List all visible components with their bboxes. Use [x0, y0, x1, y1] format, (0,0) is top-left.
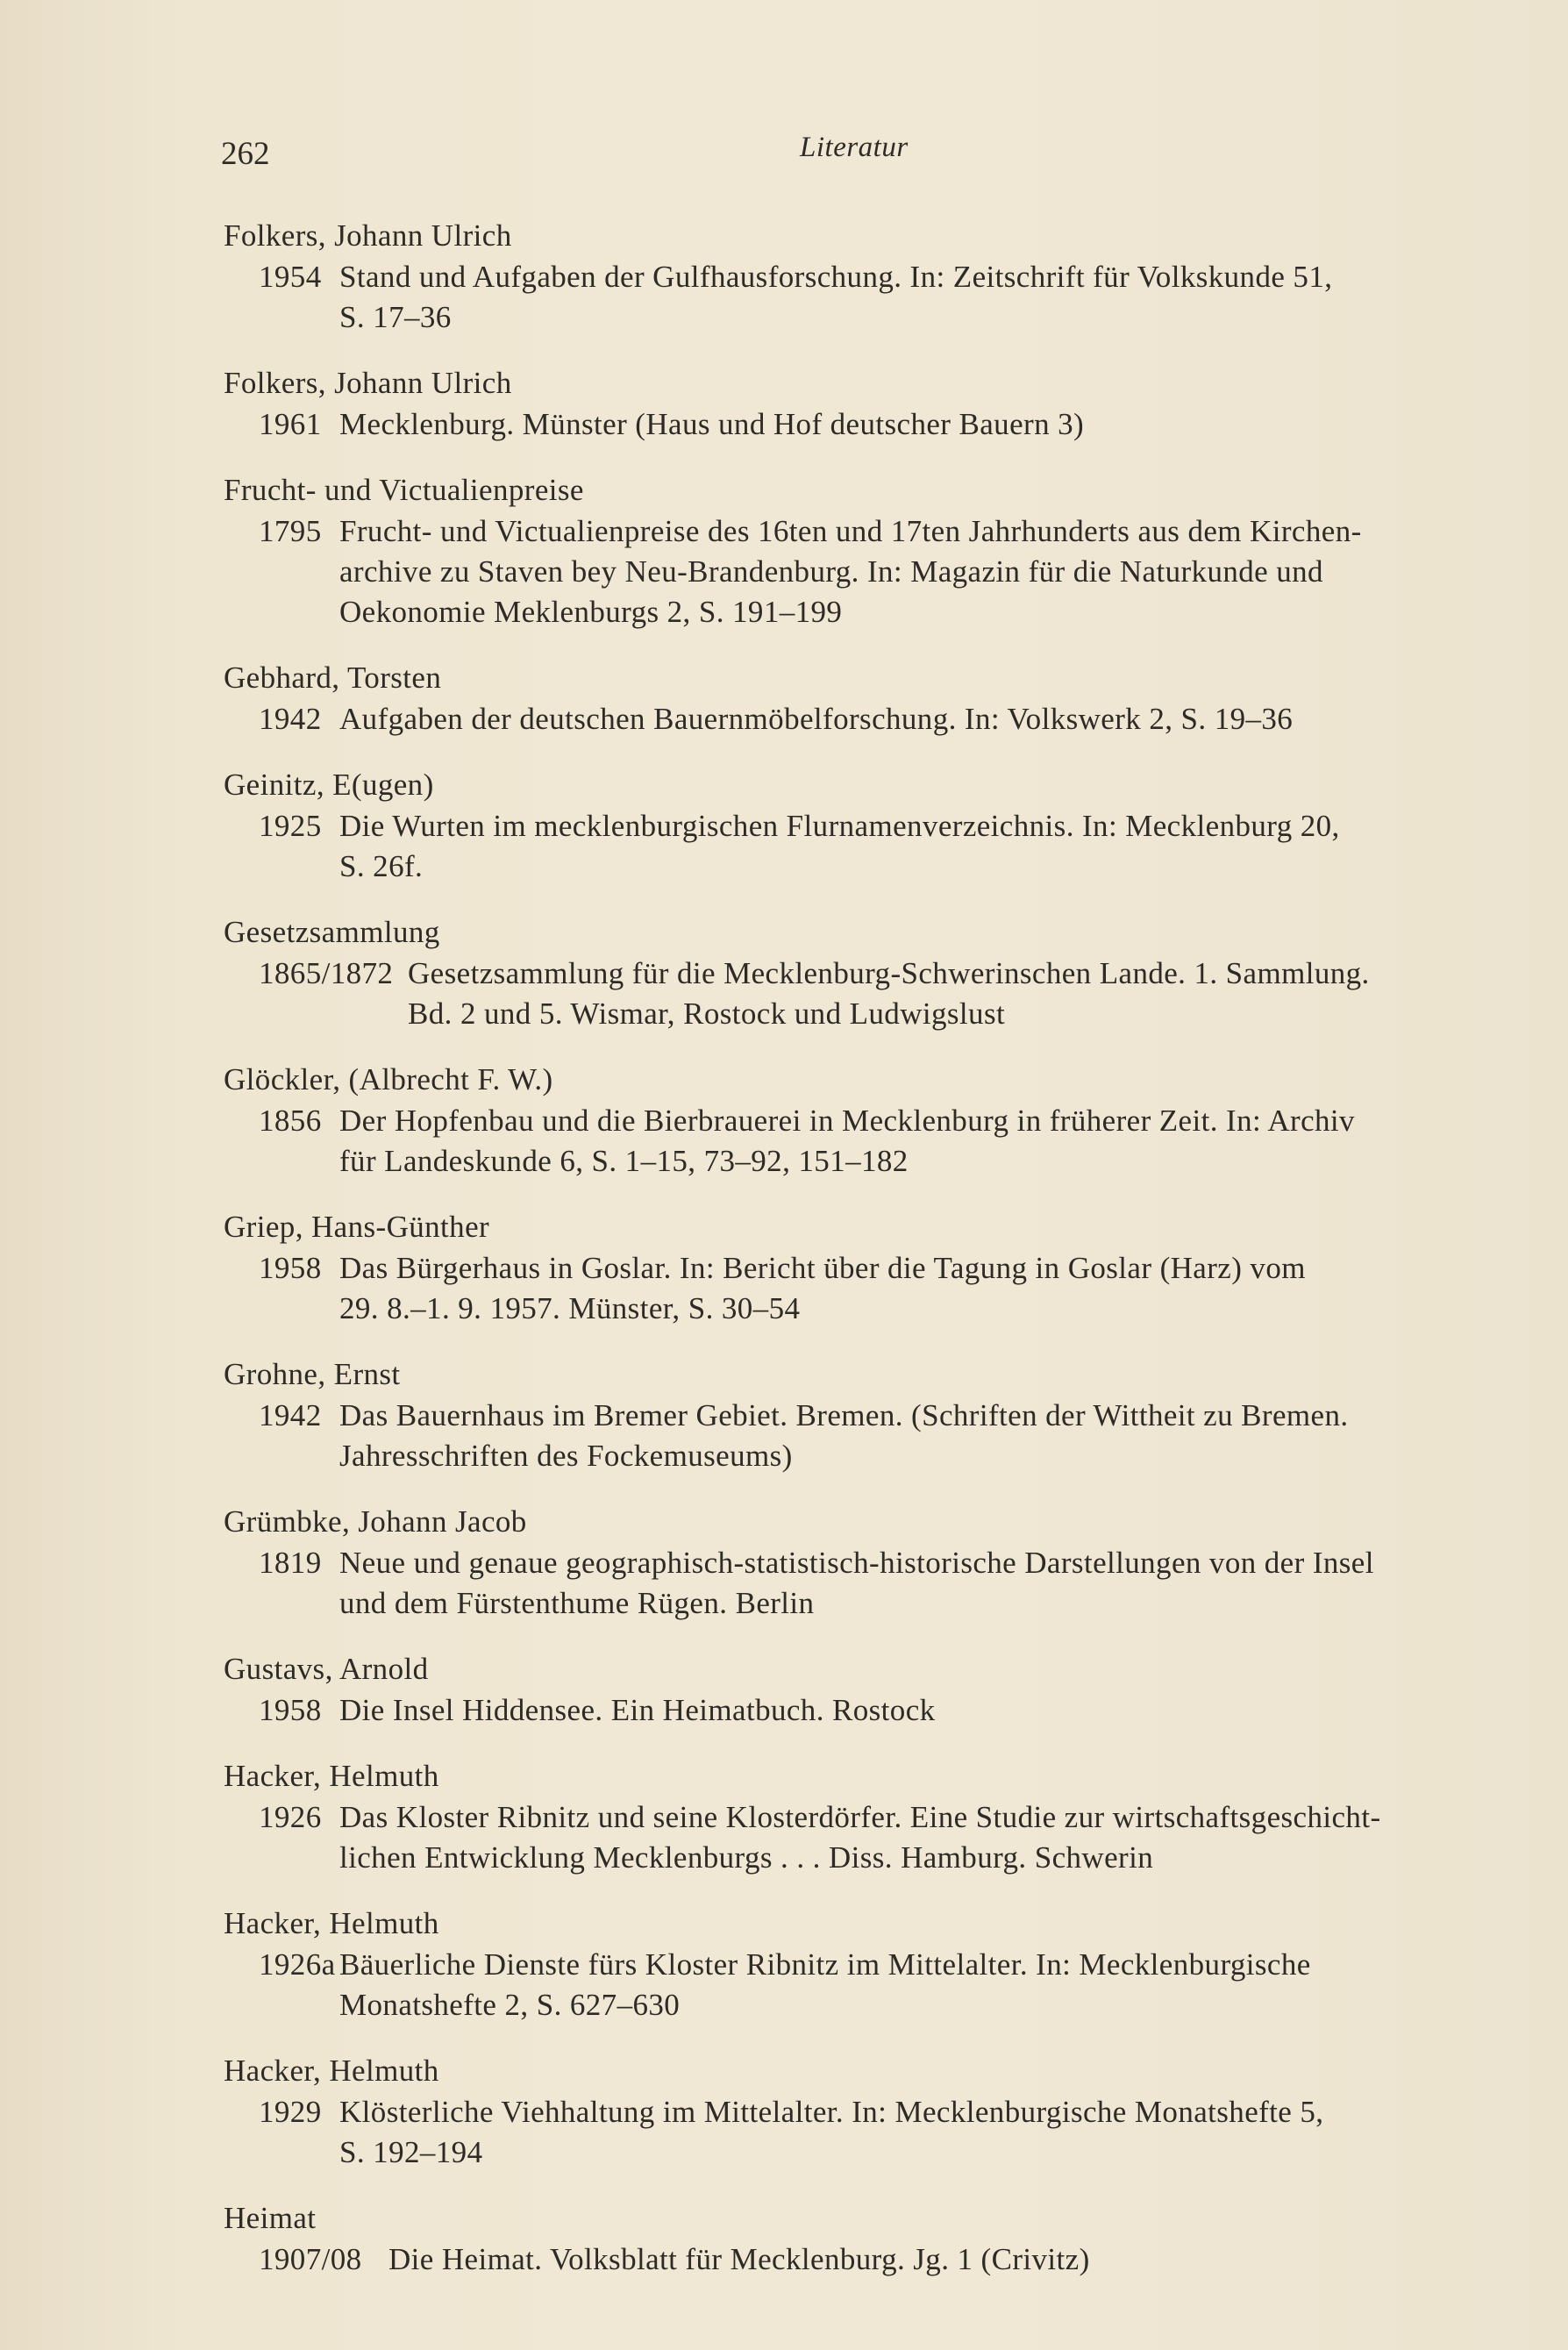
bibliography-entry: [224, 911, 1513, 1034]
bibliography-entry: [224, 1903, 1513, 2025]
entry-work: [224, 2092, 1513, 2173]
entry-text-line: 29. 8.–1. 9. 1957. Münster, S. 30–54: [339, 1291, 801, 1325]
entry-year: 1865/1872: [259, 956, 394, 990]
bibliography-entry: [224, 469, 1513, 632]
entry-author: Gustavs, Arnold: [224, 1652, 429, 1686]
entry-year: 1929: [259, 2095, 322, 2129]
entry-text-line: Bd. 2 und 5. Wismar, Rostock und Ludwigslust: [408, 996, 1006, 1031]
entry-work: [224, 257, 1513, 338]
entry-author: Gesetzsammlung: [224, 915, 440, 949]
entry-text-line: lichen Entwicklung Mecklenburgs . . . Diss. Hamburg. Schwerin: [339, 1840, 1154, 1875]
entry-text-line: Bäuerliche Dienste fürs Kloster Ribnitz im Mittelalter. In: Mecklenburgische: [339, 1947, 1311, 1982]
entry-work: [224, 1248, 1513, 1329]
entry-year: 1926a: [259, 1947, 336, 1982]
entry-work: [224, 1945, 1513, 2025]
entry-text-line: Mecklenburg. Münster (Haus und Hof deutscher Bauern 3): [339, 407, 1085, 441]
entry-text-line: Neue und genaue geographisch-statistisch-historische Darstellungen von der Insel: [339, 1546, 1374, 1580]
entry-author: Hacker, Helmuth: [224, 1759, 439, 1793]
entry-text-line: Die Heimat. Volksblatt für Mecklenburg. Jg. 1 (Crivitz): [388, 2242, 1090, 2276]
entry-text-line: S. 26f.: [339, 849, 424, 883]
bibliography-entry: [224, 362, 1513, 445]
entry-text-line: Gesetzsammlung für die Mecklenburg-Schwerinschen Lande. 1. Sammlung.: [408, 956, 1370, 990]
entry-author: Gebhard, Torsten: [224, 661, 442, 695]
bibliography-entry: [224, 657, 1513, 739]
entry-text-line: Das Bauernhaus im Bremer Gebiet. Bremen. (Schriften der Wittheit zu Bremen.: [339, 1398, 1349, 1432]
entry-author: Folkers, Johann Ulrich: [224, 366, 512, 400]
entry-text-line: und dem Fürstenthume Rügen. Berlin: [339, 1586, 815, 1620]
bibliography-entry: [224, 1354, 1513, 1476]
entry-author: Grohne, Ernst: [224, 1357, 401, 1391]
entry-author: Frucht- und Victualienpreise: [224, 473, 584, 507]
entry-text-line: S. 192–194: [339, 2135, 483, 2169]
bibliography-entry: [224, 764, 1513, 887]
entry-text-line: Oekonomie Meklenburgs 2, S. 191–199: [339, 595, 843, 629]
entry-year: 1942: [259, 702, 322, 736]
entry-text-line: archive zu Staven bey Neu-Brandenburg. In: Magazin für die Naturkunde und: [339, 554, 1323, 589]
entry-year: 1795: [259, 514, 322, 548]
entry-author: Hacker, Helmuth: [224, 2054, 439, 2088]
running-title: Literatur: [800, 132, 909, 163]
entry-year: 1925: [259, 809, 322, 843]
page-number: 262: [221, 136, 270, 172]
bibliography-list: [224, 215, 1513, 2304]
entry-year: 1958: [259, 1693, 322, 1727]
entry-text-line: Das Bürgerhaus in Goslar. In: Bericht über die Tagung in Goslar (Harz) vom: [339, 1251, 1306, 1285]
entry-work: [224, 511, 1513, 632]
entry-text-line: für Landeskunde 6, S. 1–15, 73–92, 151–182: [339, 1144, 909, 1178]
entry-work: [224, 954, 1513, 1034]
bibliography-entry: [224, 2197, 1513, 2280]
entry-work: [224, 2239, 1513, 2280]
entry-author: Geinitz, E(ugen): [224, 768, 434, 802]
entry-text-line: Der Hopfenbau und die Bierbrauerei in Mecklenburg in früherer Zeit. In: Archiv: [339, 1104, 1355, 1138]
entry-year: 1958: [259, 1251, 322, 1285]
bibliography-entry: [224, 2050, 1513, 2173]
entry-work: [224, 1543, 1513, 1624]
bibliography-entry: [224, 1648, 1513, 1731]
entry-work: [224, 1101, 1513, 1182]
entry-text-line: Monatshefte 2, S. 627–630: [339, 1988, 681, 2022]
entry-year: 1926: [259, 1800, 322, 1834]
bibliography-entry: [224, 1206, 1513, 1329]
entry-author: Griep, Hans-Günther: [224, 1210, 490, 1244]
entry-work: [224, 1690, 1513, 1731]
bibliography-entry: [224, 215, 1513, 338]
entry-text-line: Die Wurten im mecklenburgischen Flurnamenverzeichnis. In: Mecklenburg 20,: [339, 809, 1340, 843]
entry-text-line: Die Insel Hiddensee. Ein Heimatbuch. Rostock: [339, 1693, 936, 1727]
entry-year: 1856: [259, 1104, 322, 1138]
running-head: [221, 132, 1536, 184]
bibliography-entry: [224, 1501, 1513, 1624]
entry-work: [224, 806, 1513, 887]
entry-author: Grümbke, Johann Jacob: [224, 1504, 527, 1539]
entry-author: Heimat: [224, 2201, 317, 2235]
entry-author: Hacker, Helmuth: [224, 1906, 439, 1940]
entry-text-line: Stand und Aufgaben der Gulfhausforschung. In: Zeitschrift für Volkskunde 51,: [339, 260, 1333, 294]
entry-work: [224, 404, 1513, 445]
entry-text-line: Jahresschriften des Fockemuseums): [339, 1439, 793, 1473]
bibliography-entry: [224, 1059, 1513, 1182]
entry-text-line: Das Kloster Ribnitz und seine Klosterdörfer. Eine Studie zur wirtschaftsgeschicht-: [339, 1800, 1381, 1834]
entry-author: Glöckler, (Albrecht F. W.): [224, 1062, 553, 1096]
entry-work: [224, 1797, 1513, 1878]
entry-year: 1907/08: [259, 2242, 362, 2276]
entry-text-line: Klösterliche Viehhaltung im Mittelalter. In: Mecklenburgische Monatshefte 5,: [339, 2095, 1324, 2129]
entry-text-line: S. 17–36: [339, 300, 452, 334]
entry-year: 1942: [259, 1398, 322, 1432]
entry-year: 1819: [259, 1546, 322, 1580]
entry-year: 1954: [259, 260, 322, 294]
bibliography-entry: [224, 1755, 1513, 1878]
entry-author: Folkers, Johann Ulrich: [224, 218, 512, 253]
entry-work: [224, 699, 1513, 739]
entry-text-line: Frucht- und Victualienpreise des 16ten und 17ten Jahrhunderts aus dem Kirchen-: [339, 514, 1362, 548]
entry-text-line: Aufgaben der deutschen Bauernmöbelforschung. In: Volkswerk 2, S. 19–36: [339, 702, 1294, 736]
entry-work: [224, 1396, 1513, 1476]
entry-year: 1961: [259, 407, 322, 441]
